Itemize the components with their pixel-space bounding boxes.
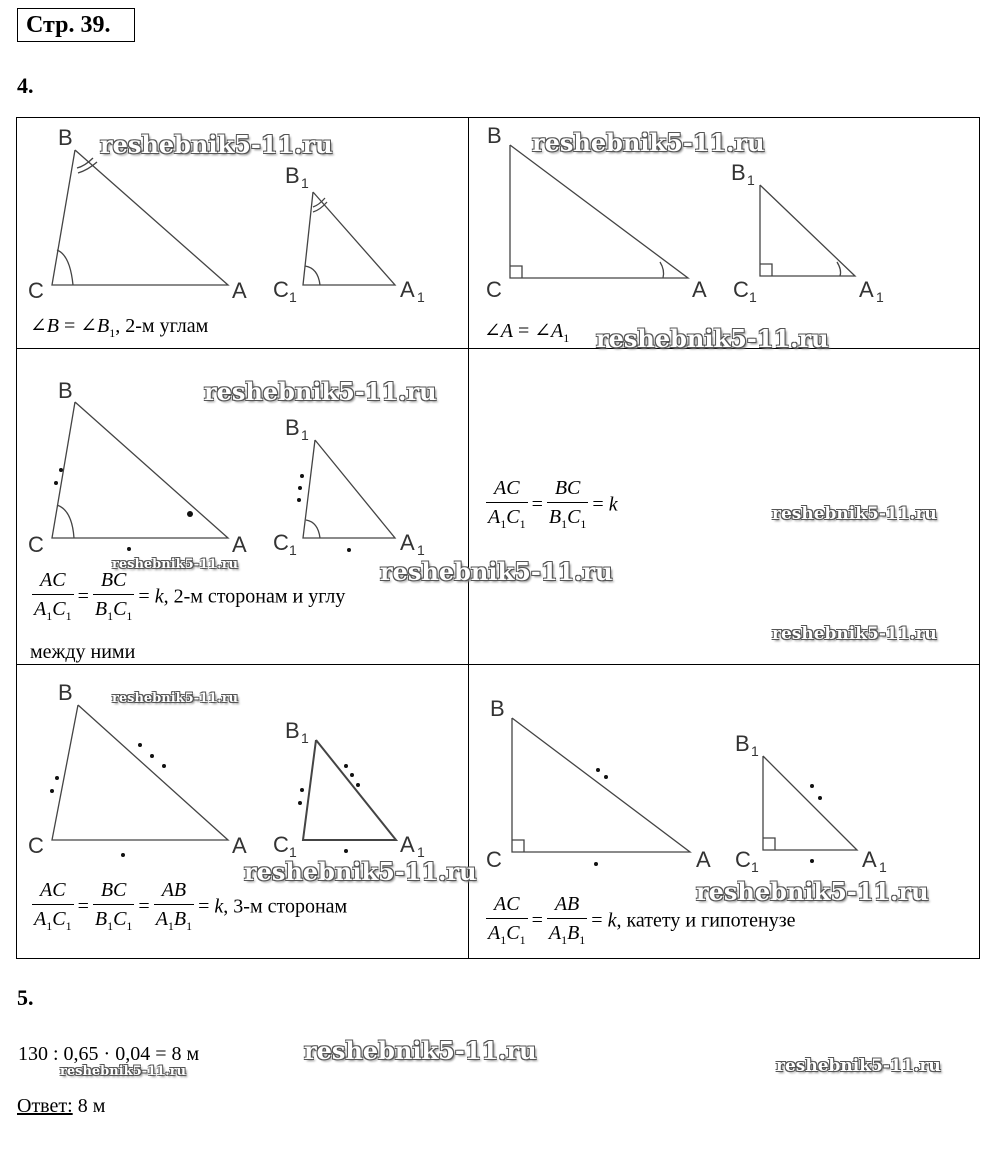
cell3-caption-line2: между ними — [30, 641, 136, 663]
cell5-triangles — [28, 680, 425, 860]
answer-label: Ответ: — [17, 1095, 73, 1117]
task5-answer — [17, 1095, 105, 1118]
watermark: reshebnik5-11.ru — [112, 557, 239, 572]
svg-text:C: C — [273, 832, 289, 857]
svg-text:A: A — [862, 847, 877, 872]
svg-text:1: 1 — [301, 427, 309, 443]
cell5-caption: $\frac{AC}{A_1C_1}$ = $\frac{BC}{B_1C_1}$ = $\frac{AB}{A_1B_1}$ = k, 3-м сторонам — [28, 876, 347, 940]
svg-text:C: C — [28, 278, 44, 303]
svg-text:1: 1 — [417, 844, 425, 860]
svg-text:A: A — [232, 532, 247, 557]
svg-text:1: 1 — [289, 844, 297, 860]
watermark: reshebnik5-11.ru — [244, 857, 477, 886]
watermark: reshebnik5-11.ru — [204, 377, 437, 406]
svg-text:A: A — [400, 277, 415, 302]
cell6-caption: $\frac{AC}{A_1C_1}$ = $\frac{AB}{A_1B_1}$ = k, катету и гипотенузе — [482, 890, 795, 954]
svg-text:1: 1 — [289, 542, 297, 558]
svg-text:B: B — [735, 731, 750, 756]
svg-text:A: A — [232, 278, 247, 303]
page-number-box: Стр. 39. — [17, 8, 135, 42]
watermark: reshebnik5-11.ru — [772, 624, 937, 644]
svg-text:A: A — [400, 530, 415, 555]
svg-text:C: C — [273, 530, 289, 555]
svg-text:C: C — [28, 833, 44, 858]
svg-text:1: 1 — [301, 730, 309, 746]
svg-text:1: 1 — [417, 542, 425, 558]
watermark: reshebnik5-11.ru — [776, 1056, 941, 1076]
svg-text:1: 1 — [289, 289, 297, 305]
svg-text:A: A — [232, 833, 247, 858]
watermark: reshebnik5-11.ru — [772, 504, 937, 524]
task5-equation: 130 : 0,65 · 0,04 = 8 м — [18, 1043, 200, 1065]
cell2-caption: ∠A = $\angle A_1$ — [484, 320, 570, 345]
task-4-number: 4. — [17, 73, 34, 98]
watermark: reshebnik5-11.ru — [380, 557, 613, 586]
watermark: reshebnik5-11.ru — [112, 691, 239, 706]
watermark: reshebnik5-11.ru — [304, 1036, 537, 1065]
cell6-triangles — [486, 696, 887, 875]
svg-text:B: B — [58, 378, 73, 403]
watermark: reshebnik5-11.ru — [596, 324, 829, 353]
watermark: reshebnik5-11.ru — [532, 128, 765, 157]
svg-text:1: 1 — [417, 289, 425, 305]
svg-text:B: B — [285, 163, 300, 188]
svg-text:1: 1 — [747, 172, 755, 188]
answer-value: 8 м — [77, 1095, 106, 1117]
svg-text:B: B — [58, 680, 73, 705]
svg-text:1: 1 — [879, 859, 887, 875]
watermark: reshebnik5-11.ru — [100, 130, 333, 159]
svg-text:C: C — [735, 847, 751, 872]
svg-text:1: 1 — [751, 743, 759, 759]
svg-text:1: 1 — [751, 859, 759, 875]
svg-text:B: B — [285, 718, 300, 743]
svg-text:A: A — [400, 832, 415, 857]
svg-text:B: B — [731, 160, 746, 185]
cell4-formula: $\frac{AC}{A_1C_1}$ = $\frac{BC}{B_1C_1}$ = k — [482, 474, 618, 538]
cell1-caption: ∠B = $\angle B_1$, 2-м углам — [30, 315, 209, 340]
svg-text:1: 1 — [749, 289, 757, 305]
watermark: reshebnik5-11.ru — [60, 1064, 187, 1079]
svg-text:B: B — [58, 125, 73, 150]
svg-text:A: A — [696, 847, 711, 872]
svg-text:B: B — [490, 696, 505, 721]
svg-text:C: C — [486, 277, 502, 302]
watermark: reshebnik5-11.ru — [696, 877, 929, 906]
svg-text:A: A — [859, 277, 874, 302]
task-5-number: 5. — [17, 985, 34, 1010]
cell3-caption: $\frac{AC}{A_1C_1}$ = $\frac{BC}{B_1C_1}$ = k, 2-м сторонам и углу — [28, 566, 345, 630]
svg-text:B: B — [487, 123, 502, 148]
svg-text:1: 1 — [876, 289, 884, 305]
svg-text:C: C — [28, 532, 44, 557]
svg-text:1: 1 — [301, 175, 309, 191]
svg-text:B: B — [285, 415, 300, 440]
svg-text:C: C — [486, 847, 502, 872]
svg-text:A: A — [692, 277, 707, 302]
svg-text:C: C — [733, 277, 749, 302]
svg-text:C: C — [273, 277, 289, 302]
